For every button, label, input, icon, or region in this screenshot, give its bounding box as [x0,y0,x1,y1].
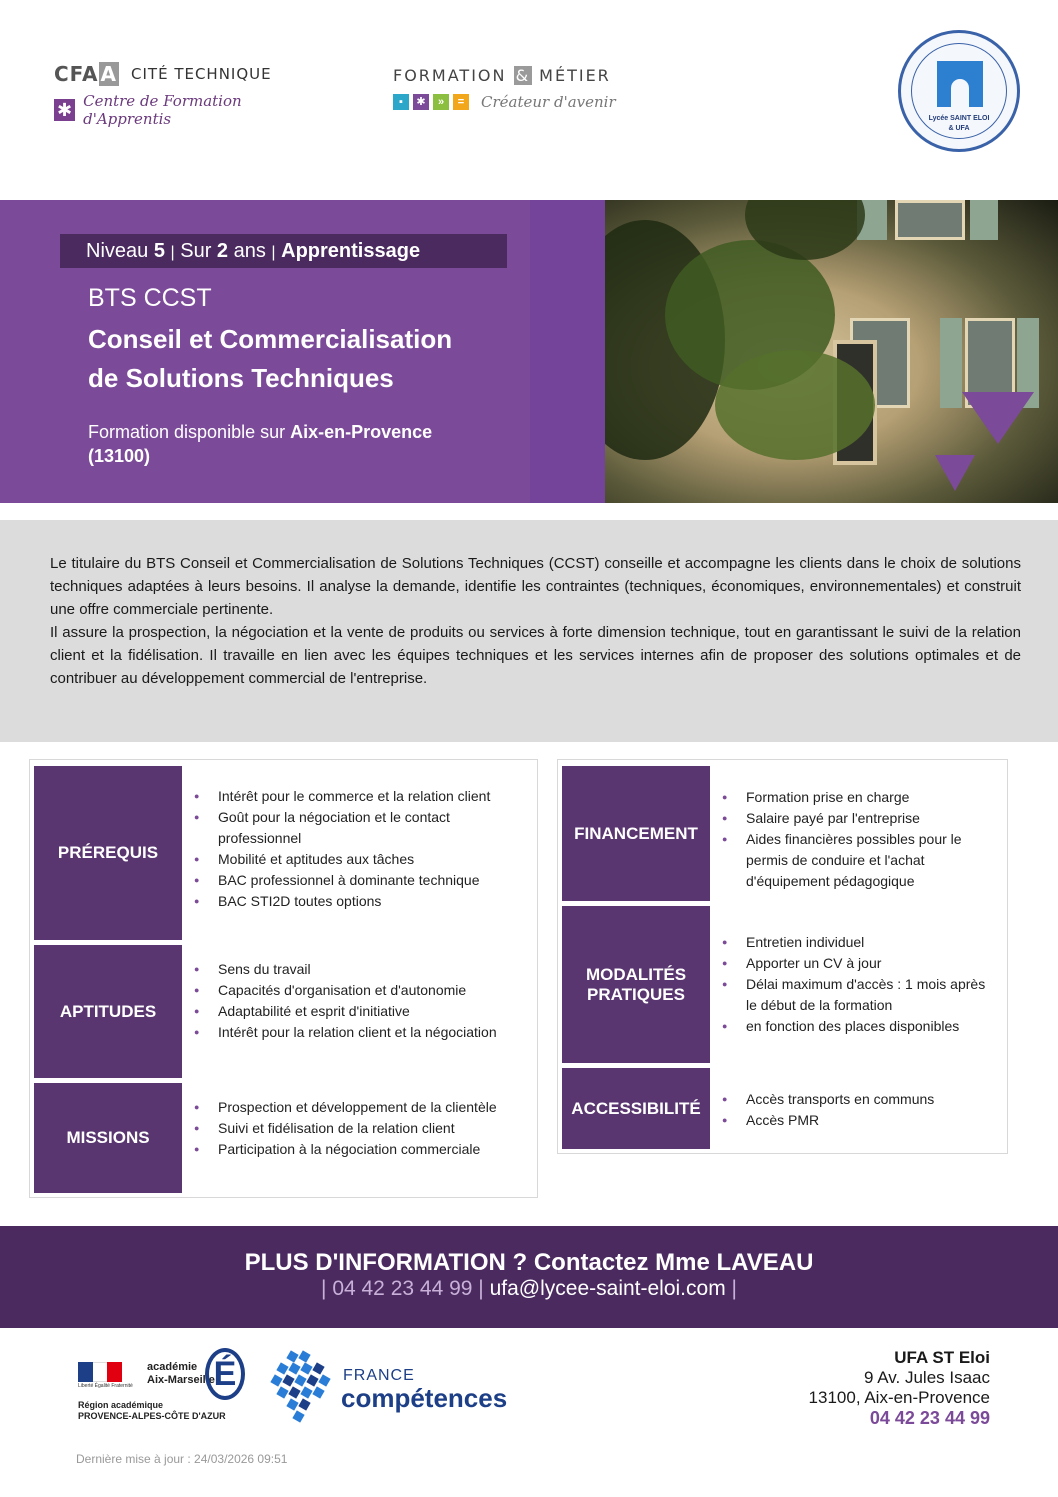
accessibilite-section [562,1068,1004,1149]
academie-label: académie Aix-Marseille [147,1361,215,1386]
modalites-section [562,906,1004,1063]
missions-label: MISSIONS [34,1083,182,1193]
cfa-title: CITÉ TECHNIQUE [131,65,272,83]
address-phone[interactable]: 04 42 23 44 99 [869,1408,990,1428]
list-item: ● Salaire payé par l'entreprise [722,808,992,829]
formation-metier-logo [393,66,653,116]
cfa-mark: CFA A [54,62,118,86]
description-section [0,520,1058,742]
financement-list [722,787,992,892]
level-bar: Niveau 5 | Sur 2 ans | Apprentissage [60,234,507,268]
partner-logos: Liberté Égalité Fraternité académie Aix-Marseille É Région académique PROVENCE-ALPES-CÔTE D'AZUR FRANCE compétences [75,1343,535,1423]
hero-banner [0,200,1058,503]
list-item: ● BAC professionnel à dominante technique [194,870,524,891]
list-item: ● Entretien individuel [722,932,992,953]
financement-label: FINANCEMENT [562,766,710,901]
list-item: ● Suivi et fidélisation de la relation client [194,1118,524,1139]
list-item: ● Prospection et développement de la clientèle [194,1097,524,1118]
list-item: ● Intérêt pour le commerce et la relation client [194,786,524,807]
equals-square-icon: = [453,94,469,110]
contact-details: | 04 42 23 44 99 | ufa@lycee-saint-eloi.com | [321,1277,737,1300]
prerequis-list [194,786,524,912]
list-item: ● Capacités d'organisation et d'autonomie [194,980,524,1001]
castle-icon [937,61,983,107]
cfa-logo [54,62,324,128]
page-header [0,0,1058,200]
list-item: ● Aides financières possibles pour le permis de conduire et l'achat d'équipement pédagogique [722,829,992,892]
availability-text: Formation disponible sur Aix-en-Provence (13100) [88,422,433,466]
republique-francaise-logo [78,1362,122,1382]
aptitudes-section [34,945,534,1078]
modalites-label: MODALITÉS PRATIQUES [562,906,710,1063]
lycee-seal-logo: Lycée SAINT ELOI & UFA [898,30,1020,152]
missions-list [194,1097,524,1160]
list-item: ● Accès PMR [722,1110,992,1131]
list-item: ● BAC STI2D toutes options [194,891,524,912]
prerequis-section [34,766,534,940]
asterisk-icon: ✱ [54,99,75,121]
cfa-subtitle: Centre de Formation d'Apprentis [83,92,242,128]
list-item: ● en fonction des places disponibles [722,1016,992,1037]
school-building-photo [605,200,1058,503]
last-update: Dernière mise à jour : 24/03/2026 09:51 [76,1452,288,1466]
triangle-decor [962,392,1034,444]
fm-title: FORMATION & MÉTIER [393,66,611,85]
asterisk-square-icon: ✱ [413,94,429,110]
accessibilite-label: ACCESSIBILITÉ [562,1068,710,1149]
list-item: ● Adaptabilité et esprit d'initiative [194,1001,524,1022]
page-title: Conseil et Commercialisation de Solutions Techniques [88,324,453,393]
financement-section [562,766,1004,901]
france-competences-icon [270,1350,332,1420]
square-icon: ▪ [393,94,409,110]
contact-email[interactable]: ufa@lycee-saint-eloi.com [489,1277,726,1300]
right-info-card [557,759,1008,1154]
list-item: ● Participation à la négociation commerciale [194,1139,524,1160]
address-name: UFA ST Eloi [894,1348,990,1367]
address-block [730,1348,990,1428]
triangle-decor [935,455,975,491]
list-item: ● Apporter un CV à jour [722,953,992,974]
left-info-card [29,759,538,1198]
contact-banner [0,1226,1058,1328]
hero-text-panel [0,200,605,503]
address-city: 13100, Aix-en-Provence [808,1388,990,1407]
list-item: ● Sens du travail [194,959,524,980]
missions-section [34,1083,534,1193]
diploma-code: BTS CCST [88,284,212,312]
list-item: ● Délai maximum d'accès : 1 mois après le début de la formation [722,974,992,1016]
contact-title: PLUS D'INFORMATION ? Contactez Mme LAVEAU [244,1249,814,1276]
description-text: Le titulaire du BTS Conseil et Commercialisation de Solutions Techniques (CCST) conseille et accompagne les clients dans le choix de solutions techniques adaptées à leurs besoins. Il analyse la demande, identifie les contraintes (techniques, économiques, environnementales) et construit une offre commerciale pertinente. Il assure la prospection, la négociation et la vente de produits ou services à forte dimension technique, tout en garantissant le suivi de la relation client et la fidélisation. Il travaille en lien avec les équipes techniques et les services internes afin de proposer des solutions optimales et de contribuer au développement commercial de l'entreprise. [50,555,1021,687]
fm-subtitle: Créateur d'avenir [481,93,616,111]
modalites-list [722,932,992,1037]
list-item: ● Intérêt pour la relation client et la négociation [194,1022,524,1043]
aptitudes-list [194,959,524,1043]
prerequis-label: PRÉREQUIS [34,766,182,940]
france-competences-label: FRANCE [343,1367,415,1384]
arrows-square-icon: » [433,94,449,110]
aptitudes-label: APTITUDES [34,945,182,1078]
academie-e-logo: É [205,1348,245,1400]
list-item: ● Accès transports en communs [722,1089,992,1110]
contact-phone[interactable]: 04 42 23 44 99 [332,1277,473,1300]
france-competences-title: compétences [341,1383,508,1413]
list-item: ● Mobilité et aptitudes aux tâches [194,849,524,870]
accessibilite-list [722,1089,992,1131]
region-label: Région académique PROVENCE-ALPES-CÔTE D'AZUR [78,1400,226,1421]
list-item: ● Goût pour la négociation et le contact professionnel [194,807,524,849]
list-item: ● Formation prise en charge [722,787,992,808]
address-street: 9 Av. Jules Isaac [864,1368,990,1387]
